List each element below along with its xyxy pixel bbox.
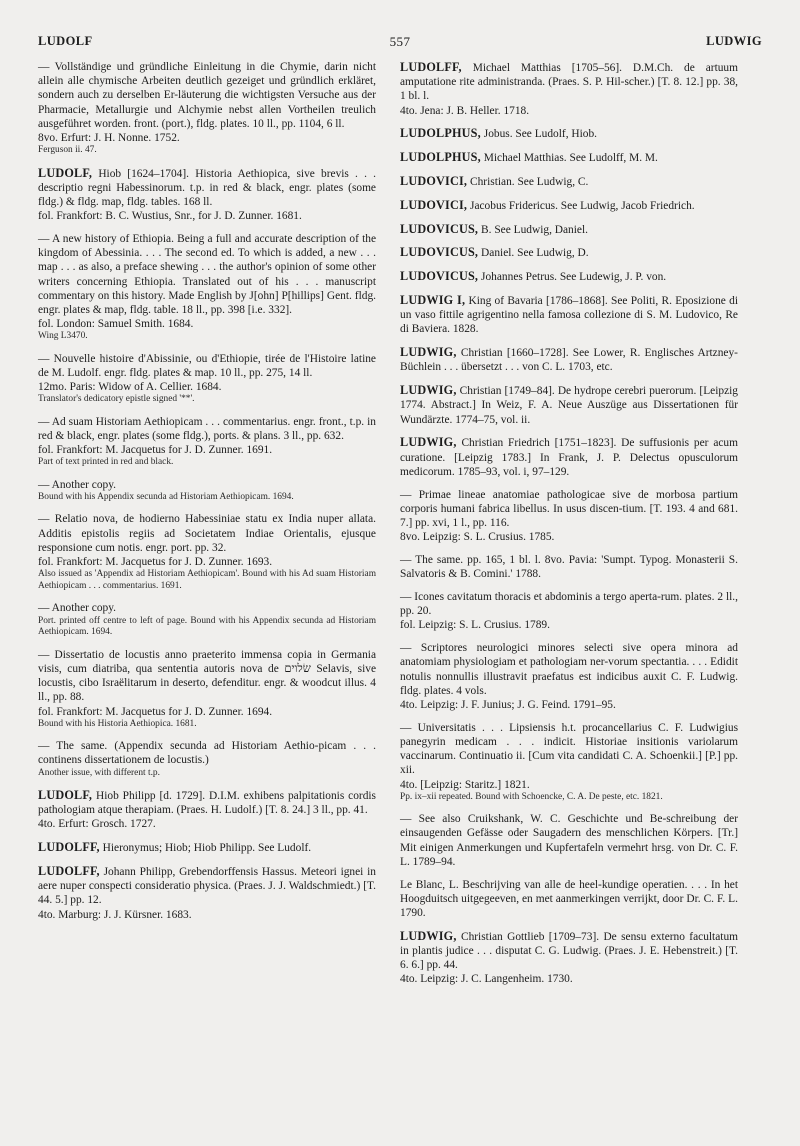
entry-text bbox=[400, 222, 738, 237]
entry-imprint: fol. London: Samuel Smith. 1684. bbox=[38, 318, 194, 331]
catalogue-entry bbox=[400, 553, 738, 581]
entry-text bbox=[38, 512, 376, 555]
entry-text bbox=[38, 232, 376, 317]
catalogue-entry bbox=[400, 293, 738, 337]
entry-body: — Ad suam Historiam Aethiopicam . . . commentarius. engr. front., t.p. in red & black, engr. plates (some fldg.), ports. & plans. 3 ll., pp. 632. bbox=[38, 415, 376, 443]
entry-body: Hiob [1624–1704]. Historia Aethiopica, sive brevis . . . descriptio regni Habessinorum. t.p. in red & black, engr. plates (some fldg.) & fldg. map, fldg. tables. 168 ll. bbox=[38, 167, 376, 209]
entry-body: Hieronymus; Hiob; Hiob Philipp. See Ludolf. bbox=[102, 842, 312, 855]
entry-imprint: fol. Frankfort: B. C. Wustius, Snr., for J. D. Zunner. 1681. bbox=[38, 210, 302, 223]
entry-body: Christian [1660–1728]. See Lower, R. Englisches Artzney-Büchlein . . . übersetzt . . . von C. L. 1703, etc. bbox=[400, 347, 738, 374]
entry-text bbox=[38, 739, 376, 767]
entry-imprint: 4to. Marburg: J. J. Kürsner. 1683. bbox=[38, 908, 192, 921]
entry-note: Translator's dedicatory epistle signed '**'. bbox=[38, 394, 195, 405]
entry-note: Also issued as 'Appendix ad Historiam Aethiopicam'. Bound with his Ad suam Historiam Aethiopicam . . . commentarius. 1691. bbox=[38, 569, 376, 592]
running-header bbox=[38, 34, 762, 54]
entry-text bbox=[400, 721, 738, 778]
entry-text bbox=[400, 245, 738, 260]
catalogue-entry bbox=[400, 878, 738, 921]
entry-body: — Dissertatio de locustis anno praeterito immensa copia in Germania visis, cum diatriba, qua sententia autoris nova de שׂלוים Selavis, sive locustis, cibo Israëlitarum in deserto, defenditur. engr. & woodcut illus. 4 ll., pp. 88. bbox=[38, 648, 377, 704]
catalogue-entry bbox=[400, 929, 738, 987]
entry-text bbox=[400, 929, 738, 973]
entry-body: B. See Ludwig, Daniel. bbox=[481, 223, 588, 236]
entry-imprint: 8vo. Erfurt: J. H. Nonne. 1752. bbox=[38, 132, 180, 145]
entry-text bbox=[400, 150, 738, 165]
entry-note: Wing L3470. bbox=[38, 331, 88, 342]
entry-text bbox=[400, 174, 738, 189]
entry-note: Bound with his Historia Aethiopica. 1681. bbox=[38, 718, 197, 729]
entry-heading: LUDOVICUS, bbox=[400, 221, 479, 236]
entry-heading: LUDOLFF, bbox=[38, 840, 100, 855]
entry-heading: LUDOLPHUS, bbox=[400, 126, 481, 141]
entry-body: Le Blanc, L. Beschrijving van alle de heel-kundige operatien. . . . In het Hoogduitsch uitgegeeven, en met aanmerkingen verrijkt, door Dr. C. F. L. 1790. bbox=[400, 878, 738, 920]
entry-heading: LUDOVICUS, bbox=[400, 245, 479, 260]
entry-text bbox=[38, 60, 376, 131]
entry-body: Christian Gottlieb [1709–73]. De sensu externo facultatum in plantis judice . . . disputat C. G. Ludwig. (Praes. J. E. Hebenstreit.) [T. 6. 6.] pp. 44. bbox=[400, 930, 738, 972]
catalogue-entry bbox=[38, 166, 376, 224]
entry-imprint: fol. Frankfort: M. Jacquetus for J. D. Zunner. 1691. bbox=[38, 444, 273, 457]
entry-heading: LUDWIG, bbox=[400, 383, 457, 398]
catalogue-entry bbox=[38, 232, 376, 343]
entry-body: — See also Cruikshank, W. C. Geschichte und Be-schreibung der einsaugenden Gefässe oder Saugadern des menschlichen Körpers. [Tr.] Mit einigen Anmerkungen und Kupfertafeln vermehrt hrsg. von Dr. C. F. L. 1789–94. bbox=[400, 813, 738, 868]
catalogue-entry bbox=[400, 488, 738, 545]
catalogue-entry bbox=[400, 245, 738, 260]
header-right-catchword: LUDWIG bbox=[706, 34, 762, 48]
entry-text bbox=[400, 641, 738, 698]
catalogue-entry bbox=[400, 812, 738, 869]
entry-imprint: fol. Frankfort: M. Jacquetus for J. D. Zunner. 1693. bbox=[38, 556, 273, 569]
entry-text bbox=[38, 601, 376, 615]
entry-note: Ferguson ii. 47. bbox=[38, 145, 97, 156]
entry-body: Christian Friedrich [1751–1823]. De suffusionis per acum curatione. [Leipzig 1783.] In Frank, J. P. Delectus opusculorum medicorum. 1785–93, vol. i, 97–129. bbox=[400, 437, 738, 478]
entry-body: — The same. (Appendix secunda ad Historiam Aethio-picam . . . continens dissertationem de locustis.) bbox=[38, 740, 376, 767]
entry-body: — Icones cavitatum thoracis et abdominis a tergo aperta-rum. plates. 2 ll., pp. 20. bbox=[400, 591, 738, 618]
entry-heading: LUDOLFF, bbox=[38, 864, 100, 879]
catalogue-entry bbox=[400, 345, 738, 374]
entry-text bbox=[38, 352, 376, 380]
entry-heading: LUDOLF, bbox=[38, 165, 93, 180]
catalogue-entry bbox=[38, 512, 376, 592]
entry-text bbox=[400, 60, 738, 104]
entry-body: Hiob Philipp [d. 1729]. D.I.M. exhibens palpitationis cordis pathologiam atque therapiam. (Praes. H. Ludolf.) [T. 8. 24.] 3 ll., pp. 41. bbox=[38, 790, 376, 817]
entry-body: — Another copy. bbox=[38, 602, 117, 615]
entry-text bbox=[400, 435, 738, 479]
entry-text bbox=[38, 648, 376, 705]
catalogue-entry bbox=[400, 150, 738, 165]
catalogue-entry bbox=[400, 174, 738, 189]
catalogue-entry bbox=[38, 840, 376, 855]
catalogue-entry bbox=[400, 721, 738, 804]
entry-imprint: 4to. Leipzig: J. F. Junius; J. G. Feind. 1791–95. bbox=[400, 699, 616, 712]
entry-body: — Another copy. bbox=[38, 478, 117, 491]
entry-body: — Vollständige und gründliche Einleitung in die Chymie, darin nicht allein alle chymische Arbeiten deutlich gezeiget und gründlich erkläret, sondern auch zu derselben Er-läuterung die wichtigsten Versuche aus der Pharmacie, Metallurgie und Alchymie nebst allen Vortheilen treulich ausgeführet worden. front. (port.), fldg. plates. 10 ll., pp. 1104, 6 ll. bbox=[38, 61, 376, 130]
entry-text bbox=[38, 788, 376, 817]
catalogue-entry bbox=[38, 864, 376, 922]
catalogue-entry bbox=[38, 739, 376, 779]
catalogue-entry bbox=[38, 352, 376, 406]
entry-text bbox=[400, 293, 738, 337]
entry-body: Christian. See Ludwig, C. bbox=[470, 176, 589, 188]
entry-text bbox=[38, 864, 376, 908]
entry-body: Michael Matthias. See Ludolff, M. M. bbox=[483, 152, 658, 165]
entry-imprint: 8vo. Leipzig: S. L. Crusius. 1785. bbox=[400, 531, 555, 544]
catalogue-entry bbox=[38, 60, 376, 157]
entry-heading: LUDWIG I, bbox=[400, 292, 466, 307]
entry-text bbox=[400, 553, 738, 581]
entry-text bbox=[38, 166, 376, 210]
entry-body: — Scriptores neurologici minores selecti sive opera minora ad anatomiam physiologiam et pathologiam ner-vorum spectantia. . . . Edidit notulis nonnullis illustravit praefatus est indicibus auxit C. F. Ludwig. fldg. plates. 4 vols. bbox=[400, 642, 738, 697]
entry-imprint: fol. Leipzig: S. L. Crusius. 1789. bbox=[400, 619, 550, 632]
catalogue-entry bbox=[400, 126, 738, 141]
entry-heading: LUDOLF, bbox=[38, 788, 93, 803]
entry-note: Bound with his Appendix secunda ad Historiam Aethiopicam. 1694. bbox=[38, 492, 294, 503]
entry-body: — The same. pp. 165, 1 bl. l. 8vo. Pavia: 'Sumpt. Typog. Monasterii S. Salvatoris & B. Comini.' 1788. bbox=[400, 554, 738, 581]
catalogue-entry bbox=[400, 198, 738, 213]
entry-body: Jacobus Fridericus. See Ludwig, Jacob Friedrich. bbox=[470, 199, 695, 212]
catalogue-entry bbox=[38, 601, 376, 639]
entry-text bbox=[38, 840, 376, 855]
entry-body: — Nouvelle histoire d'Abissinie, ou d'Ethiopie, tirée de l'Histoire latine de M. Ludolf. engr. fldg. plates & map. 10 ll., pp. 275, 14 ll. bbox=[38, 352, 376, 380]
catalogue-entry bbox=[400, 590, 738, 633]
entry-imprint: 4to. Jena: J. B. Heller. 1718. bbox=[400, 104, 530, 117]
entry-text bbox=[400, 812, 738, 869]
entry-text bbox=[400, 269, 738, 284]
entry-body: — Primae lineae anatomiae pathologicae sive de morbosa partium corporis humani fabrica libellus. In usus discen-tium. [T. 193. 4 and 681. 7.] pp. xvi, 1 l., pp. 116. bbox=[400, 488, 738, 529]
entry-heading: LUDOLPHUS, bbox=[400, 150, 481, 165]
entry-body: Daniel. See Ludwig, D. bbox=[481, 247, 589, 260]
catalogue-entry bbox=[38, 648, 376, 731]
left-column bbox=[38, 60, 376, 930]
entry-body: Christian [1749–84]. De hydrope cerebri puerorum. [Leipzig 1774. Abstract.] In Weiz, F. A. Neue Auszüge aus Dissertationen für Wundärzte. 1774–75, vol. ii. bbox=[400, 385, 738, 426]
entry-imprint: 4to. Leipzig: J. C. Langenheim. 1730. bbox=[400, 973, 573, 986]
entry-heading: LUDWIG, bbox=[400, 435, 457, 450]
catalogue-entry bbox=[400, 383, 738, 427]
entry-text bbox=[400, 345, 738, 374]
entry-body: — Relatio nova, de hodierno Habessiniae statu ex India nuper allata. Additis epistolis regiis ad Societatem Indiae Orientalis, ejusque responsione cum notis. engr. port. pp. 32. bbox=[38, 513, 376, 554]
entry-body: Jobus. See Ludolf, Hiob. bbox=[483, 128, 598, 141]
catalogue-entry bbox=[400, 60, 738, 118]
entry-note: Another issue, with different t.p. bbox=[38, 767, 160, 778]
catalogue-entry bbox=[38, 415, 376, 469]
entry-heading: LUDWIG, bbox=[400, 345, 457, 360]
entry-text bbox=[400, 488, 738, 531]
entry-body: Michael Matthias [1705–56]. D.M.Ch. de artuum amputatione rite administranda. (Praes. S. P. Hil-scher.) [T. 8. 12.] pp. 38, 1 bl. l. bbox=[400, 62, 738, 103]
entry-note: Pp. ix–xii repeated. Bound with Schoencke, C. A. De peste, etc. 1821. bbox=[400, 791, 663, 802]
entry-text bbox=[400, 126, 738, 141]
entry-body: Johannes Petrus. See Ludewig, J. P. von. bbox=[481, 271, 667, 284]
entry-body: — A new history of Ethiopia. Being a full and accurate description of the kingdom of Abessinia. . . . The second ed. To which is added, a new . . . map . . . as also, a preface shewing . . . the author's opinion of some other writers concerning Ethiopia. Translated out of his . . . manuscript commentary on this history. Made English by J[ohn] P[hillips] Gent. fldg. engr. plates & map, fldg. table. 18 ll., pp. 398 [i.e. 332]. bbox=[38, 233, 376, 317]
catalogue-entry bbox=[38, 788, 376, 832]
entry-imprint: 4to. Erfurt: Grosch. 1727. bbox=[38, 818, 156, 831]
header-left-catchword: LUDOLF bbox=[38, 34, 93, 48]
entry-heading: LUDOLFF, bbox=[400, 60, 462, 74]
catalogue-entry bbox=[400, 641, 738, 712]
entry-note: Port. printed off centre to left of page. Bound with his Appendix secunda ad Historiam Aethiopicam. 1694. bbox=[38, 615, 376, 638]
right-column bbox=[400, 60, 738, 995]
entry-heading: LUDWIG, bbox=[400, 928, 457, 943]
entry-imprint: 4to. [Leipzig: Staritz.] 1821. bbox=[400, 778, 530, 791]
entry-imprint: 12mo. Paris: Widow of A. Cellier. 1684. bbox=[38, 381, 222, 394]
catalogue-entry bbox=[400, 269, 738, 284]
entry-heading: LUDOVICI, bbox=[400, 197, 468, 212]
entry-text bbox=[400, 198, 738, 213]
entry-heading: LUDOVICI, bbox=[400, 174, 468, 188]
entry-body: Johann Philipp, Grebendorffensis Hassus. Meteori ignei in aere nuper conspecti consideratio physica. (Praes. J. J. Waldschmiedt.) [T. 44. 5.] pp. 12. bbox=[38, 866, 376, 907]
entry-body: — Universitatis . . . Lipsiensis h.t. procancellarius C. F. Ludwigius panegyrin medicam . . . indicit. Historiae insitionis variolarum vaccinarum. Continuatio ii. [Cum vita candidati C. A. Schoenkii.] [P.] pp. xii. bbox=[400, 721, 738, 777]
entry-text bbox=[38, 478, 376, 492]
page-number: 557 bbox=[389, 34, 411, 49]
entry-body: King of Bavaria [1786–1868]. See Politi, R. Eposizione di un vaso fittile agrigentino nella famosa collezione di S. M. Ludovico, Re di Baviera. 1828. bbox=[400, 294, 738, 336]
catalogue-entry bbox=[400, 435, 738, 479]
entry-text bbox=[400, 383, 738, 427]
entry-text bbox=[38, 415, 376, 443]
entry-note: Part of text printed in red and black. bbox=[38, 457, 174, 468]
entry-heading: LUDOVICUS, bbox=[400, 269, 479, 284]
entry-text bbox=[400, 878, 738, 921]
entry-imprint: fol. Frankfort: M. Jacquetus for J. D. Zunner. 1694. bbox=[38, 705, 273, 718]
catalogue-entry bbox=[38, 478, 376, 504]
catalogue-entry bbox=[400, 222, 738, 237]
entry-text bbox=[400, 590, 738, 618]
